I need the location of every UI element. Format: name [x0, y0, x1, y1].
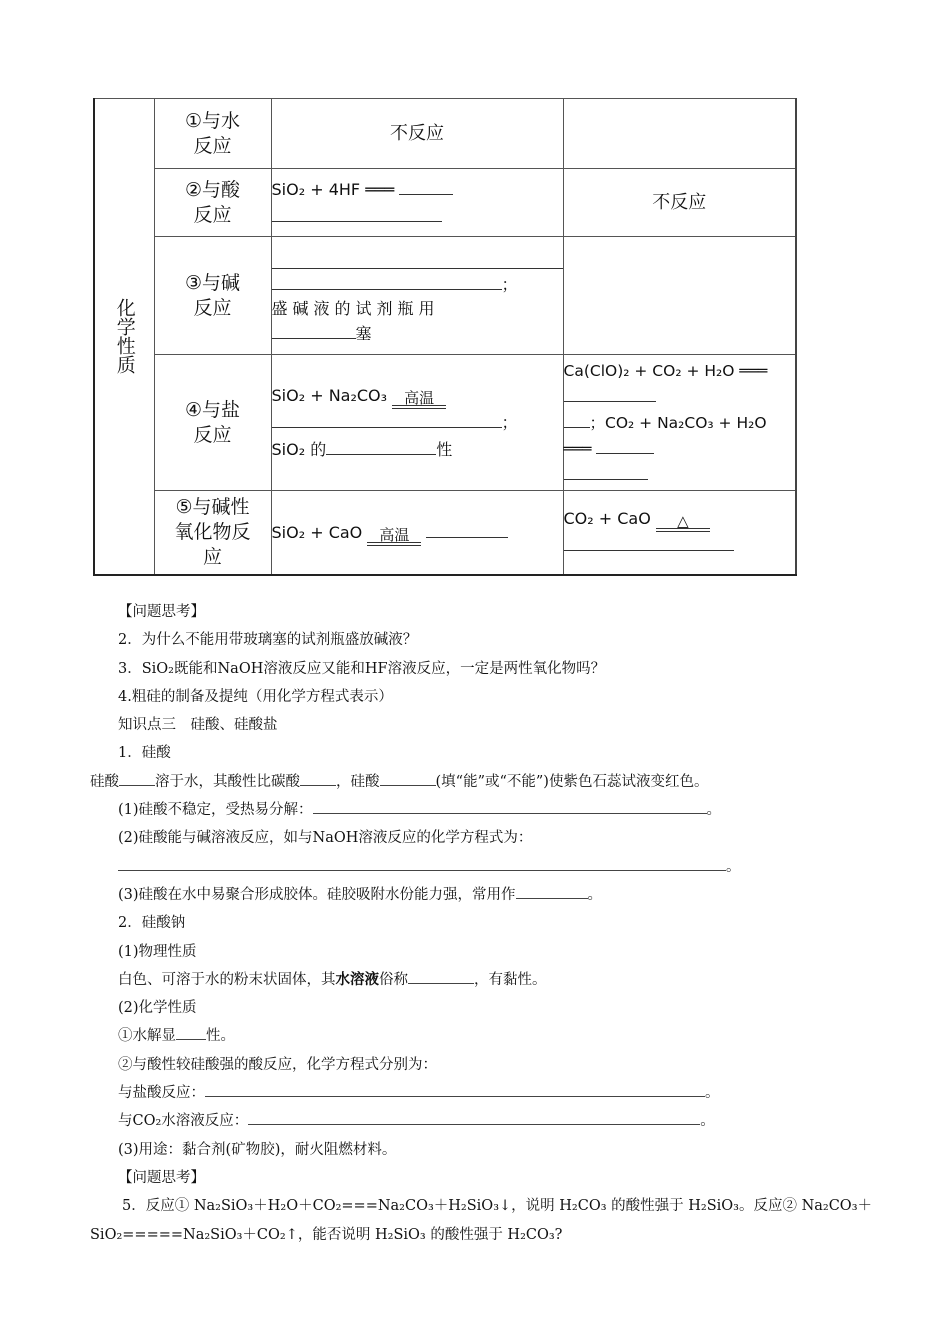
paragraph: 与CO₂水溶液反应： 。 [118, 1107, 878, 1135]
answer-blank[interactable] [176, 1024, 206, 1040]
sio2-cell: SiO₂ + Na₂CO₃ 高温 ； SiO₂ 的 性 [271, 355, 563, 491]
subsection-title: 1．硅酸 [118, 745, 171, 762]
paragraph: 硅酸 溶于水，其酸性比碳酸 ，硅酸 (填“能”或“不能”)使紫色石蕊试液变红色。 [90, 768, 878, 796]
answer-blank[interactable] [272, 273, 502, 290]
answer-blank[interactable] [564, 411, 590, 428]
row-label: ④与盐反应 [154, 355, 271, 491]
properties-table-container [93, 98, 795, 576]
section-heading: 【问题思考】 [118, 1169, 205, 1186]
answer-blank[interactable] [399, 178, 453, 195]
answer-blank[interactable] [564, 463, 648, 480]
answer-blank[interactable] [272, 322, 356, 339]
paragraph: 与盐酸反应： 。 [118, 1079, 878, 1107]
answer-blank[interactable] [564, 534, 734, 551]
table-row [94, 169, 796, 237]
table-row [94, 237, 796, 355]
question: 3．SiO₂既能和NaOH溶液反应又能和HF溶液反应，一定是两性氧化物吗？ [118, 660, 606, 677]
paragraph: ①水解显 性。 [118, 1022, 878, 1050]
answer-blank[interactable] [119, 770, 155, 786]
paragraph: 。 [118, 853, 878, 881]
answer-blank[interactable] [426, 521, 508, 538]
paragraph: 白色、可溶于水的粉末状固体，其水溶液俗称 ，有黏性。 [118, 966, 878, 994]
answer-blank[interactable] [313, 798, 707, 814]
answer-blank[interactable] [326, 438, 436, 455]
answer-blank[interactable] [205, 1081, 705, 1097]
table-row [94, 355, 796, 491]
sio2-cell: SiO₂ + 4HF ═══ [271, 169, 563, 237]
vertical-header: 化学性质 [113, 298, 136, 375]
answer-blank[interactable] [564, 385, 656, 402]
paragraph: (3)用途：黏合剂(矿物胶)，耐火阻燃材料。 [118, 1141, 397, 1158]
vertical-header-cell [94, 99, 154, 575]
row-label: ②与酸反应 [154, 169, 271, 237]
row-label: ③与碱反应 [154, 237, 271, 355]
reaction-condition: △ [656, 514, 710, 532]
chemical-properties-table [93, 98, 797, 576]
knowledge-point-title: 知识点三 硅酸、硅酸盐 [118, 717, 278, 734]
row-label: ⑤与碱性氧化物反应 [154, 491, 271, 575]
reaction-condition: 高温 [367, 528, 421, 546]
co2-cell [563, 237, 796, 355]
table-row [94, 99, 796, 169]
sio2-cell: 不反应 [271, 99, 563, 169]
co2-cell: 不反应 [563, 169, 796, 237]
paragraph: ②与酸性较硅酸强的酸反应，化学方程式分别为： [118, 1056, 437, 1073]
reaction-condition: 高温 [392, 391, 446, 409]
question: 5．反应① Na₂SiO₃＋H₂O＋CO₂===Na₂CO₃＋H₂SiO₃↓，说明 H₂CO₃ 的酸性强于 H₂SiO₃。反应② Na₂CO₃＋ [122, 1198, 873, 1215]
paragraph: (1)硅酸不稳定，受热易分解： 。 [118, 796, 878, 824]
sio2-cell: SiO₂ + CaO 高温 [271, 491, 563, 575]
answer-blank[interactable] [596, 437, 654, 454]
answer-blank[interactable] [272, 205, 442, 222]
answer-blank[interactable] [408, 968, 474, 984]
question: 4.粗硅的制备及提纯（用化学方程式表示） [118, 688, 393, 705]
answer-blank[interactable] [272, 411, 502, 428]
co2-cell: Ca(ClO)₂ + CO₂ + H₂O ═══ ；CO₂ + Na₂CO₃ + H₂O ═══ [563, 355, 796, 491]
table-row [94, 491, 796, 575]
paragraph: (3)硅酸在水中易聚合形成胶体。硅胶吸附水份能力强，常用作 。 [118, 881, 878, 909]
sio2-cell: ； 盛碱液的试剂瓶用 塞 [271, 237, 563, 355]
co2-cell: CO₂ + CaO △ [563, 491, 796, 575]
question: 2．为什么不能用带玻璃塞的试剂瓶盛放碱液？ [118, 632, 418, 649]
answer-blank[interactable] [118, 855, 726, 871]
answer-blank[interactable] [272, 248, 563, 269]
co2-cell [563, 99, 796, 169]
row-label: ①与水反应 [154, 99, 271, 169]
subsection-title: 2．硅酸钠 [118, 915, 186, 932]
answer-blank[interactable] [516, 883, 588, 899]
paragraph: (2)硅酸能与碱溶液反应，如与NaOH溶液反应的化学方程式为： [118, 830, 533, 847]
document-body [90, 598, 878, 1249]
answer-blank[interactable] [300, 770, 336, 786]
paragraph: (2)化学性质 [118, 1000, 197, 1017]
question: SiO₂=====Na₂SiO₃＋CO₂↑，能否说明 H₂SiO₃ 的酸性强于 H₂CO₃? [90, 1226, 563, 1243]
section-heading: 【问题思考】 [118, 604, 205, 620]
answer-blank[interactable] [248, 1109, 700, 1125]
paragraph: (1)物理性质 [118, 943, 197, 960]
answer-blank[interactable] [380, 770, 436, 786]
